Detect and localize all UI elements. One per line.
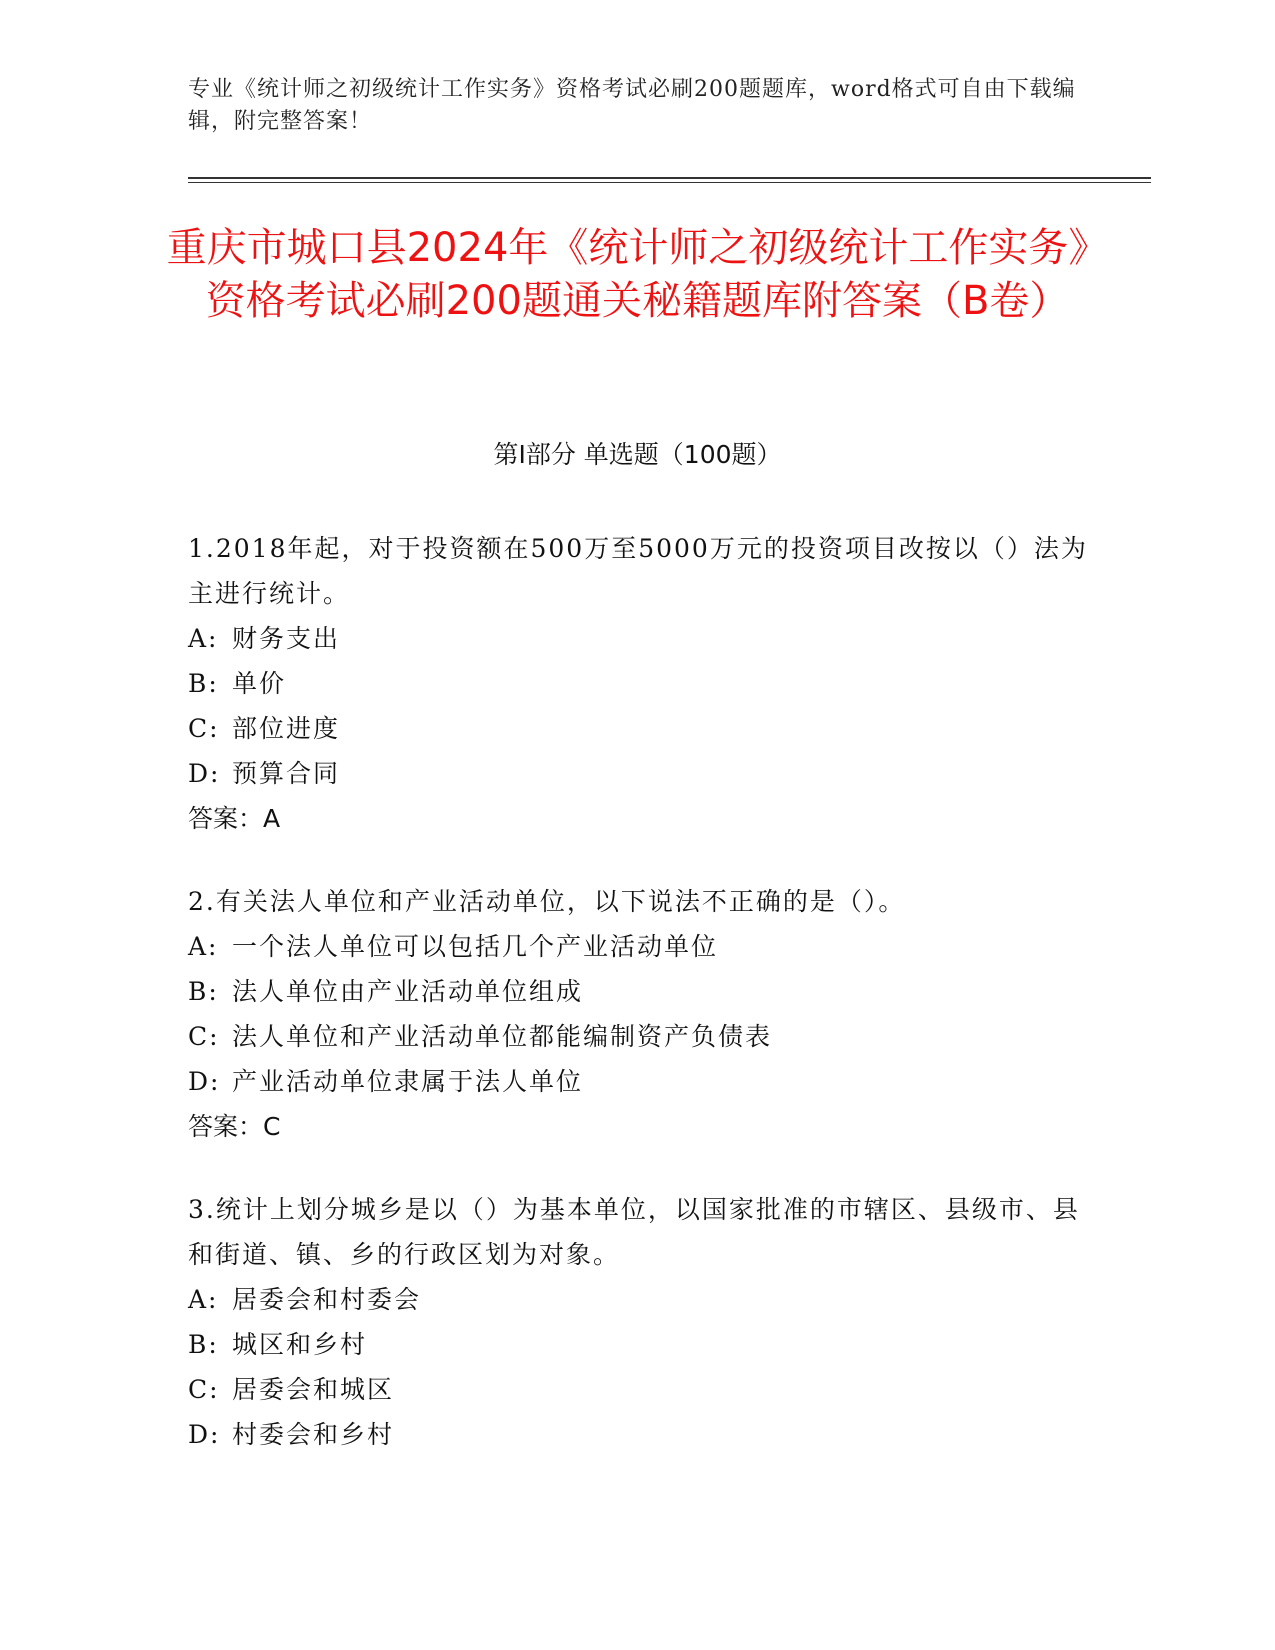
option-text: 财务支出 (232, 624, 341, 653)
option-b (188, 661, 1088, 706)
question-stem: 3.统计上划分城乡是以（）为基本单位，以国家批准的市辖区、县级市、县和街道、镇、乡的行政区划为对象。 (188, 1195, 1080, 1269)
option-letter: B: (188, 669, 219, 698)
document-title: 重庆市城口县2024年《统计师之初级统计工作实务》资格考试必刷200题通关秘籍题库附答案（B卷） (166, 225, 1109, 324)
question-list (188, 526, 1088, 1495)
question-item (188, 526, 1088, 841)
question-item (188, 1187, 1088, 1457)
option-d (188, 1412, 1088, 1457)
option-c (188, 1367, 1088, 1412)
option-b (188, 969, 1088, 1014)
header-note: 专业《统计师之初级统计工作实务》资格考试必刷200题题库，word格式可自由下载编辑，附完整答案！ (188, 77, 1076, 134)
option-letter: A: (188, 624, 219, 653)
option-a (188, 616, 1088, 661)
option-letter: B: (188, 1330, 219, 1359)
option-b (188, 1322, 1088, 1367)
option-text: 产业活动单位隶属于法人单位 (232, 1067, 584, 1096)
option-text: 居委会和村委会 (232, 1285, 422, 1314)
option-a (188, 1277, 1088, 1322)
option-text: 部位进度 (232, 714, 341, 743)
option-text: 预算合同 (232, 759, 341, 788)
option-letter: D: (188, 1420, 221, 1449)
section-title: 第I部分 单选题（100题） (493, 440, 782, 469)
option-letter: C: (188, 1022, 220, 1051)
option-d (188, 751, 1088, 796)
option-text: 居委会和城区 (232, 1375, 395, 1404)
option-letter: A: (188, 1285, 219, 1314)
option-c (188, 1014, 1088, 1059)
option-text: 单价 (232, 669, 287, 698)
option-letter: C: (188, 1375, 220, 1404)
option-text: 村委会和乡村 (232, 1420, 395, 1449)
option-letter: D: (188, 759, 221, 788)
header-divider (188, 177, 1151, 183)
option-letter: C: (188, 714, 220, 743)
question-stem: 1.2018年起，对于投资额在500万至5000万元的投资项目改按以（）法为主进行统计。 (188, 534, 1088, 608)
question-answer: 答案：A (188, 804, 281, 833)
option-c (188, 706, 1088, 751)
question-item (188, 879, 1088, 1149)
option-letter: D: (188, 1067, 221, 1096)
option-a (188, 924, 1088, 969)
option-text: 法人单位和产业活动单位都能编制资产负债表 (232, 1022, 773, 1051)
question-answer: 答案：C (188, 1112, 281, 1141)
question-stem: 2.有关法人单位和产业活动单位，以下说法不正确的是（）。 (188, 887, 906, 916)
option-letter: B: (188, 977, 219, 1006)
option-d (188, 1059, 1088, 1104)
option-letter: A: (188, 932, 219, 961)
option-text: 城区和乡村 (232, 1330, 368, 1359)
option-text: 一个法人单位可以包括几个产业活动单位 (232, 932, 719, 961)
option-text: 法人单位由产业活动单位组成 (232, 977, 584, 1006)
